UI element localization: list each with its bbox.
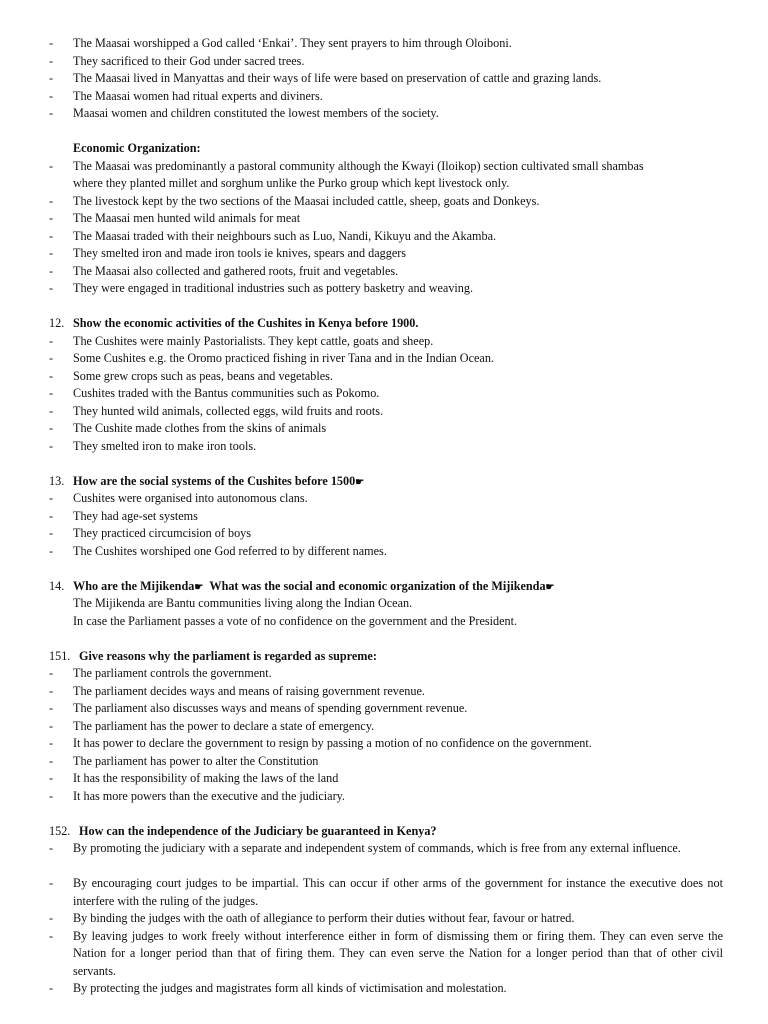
list-item [0, 875, 768, 910]
list-item-text: By leaving judges to work freely without interference either in form of dismissing them or firing them. They can even serve the Nation for a longer period than that of firing them. They can even serve the Nation for a longer period than that of other civil servants. [73, 928, 723, 978]
list-item [0, 665, 768, 683]
list-item [0, 438, 768, 456]
list-item [0, 158, 768, 176]
list-item-text: The Maasai traded with their neighbours such as Luo, Nandi, Kikuyu and the Akamba. [73, 228, 497, 243]
list-item-text: The Maasai worshipped a God called ‘Enkai’. They sent prayers to him through Oloiboni. [73, 36, 512, 50]
bullet-dash: - [49, 438, 54, 453]
question-number: 14. [49, 578, 65, 593]
list-item-text: They hunted wild animals, collected eggs, wild fruits and roots. [73, 403, 384, 418]
bullet-dash: - [49, 753, 54, 768]
list-item-text: The livestock kept by the two sections of the Maasai included cattle, sheep, goats and Donkeys. [73, 193, 540, 208]
bullet-dash: - [49, 911, 54, 925]
list-item [0, 788, 768, 806]
list-item-text: The parliament has the power to declare a state of emergency. [73, 718, 375, 733]
question-151 [0, 648, 768, 666]
pointing-hand-icon: ☛ [194, 581, 204, 593]
answer-text: The Mijikenda are Bantu communities living along the Indian Ocean. [73, 596, 413, 610]
question-number: 151. [49, 648, 71, 663]
list-item-text: It has power to declare the government to resign by passing a motion of no confidence on the government. [73, 736, 592, 750]
list-item [0, 840, 768, 875]
list-item-text: By encouraging court judges to be impartial. This can occur if other arms of the government for instance the executive does not interfere with the ruling of the judges. [73, 876, 723, 908]
question-text: How are the social systems of the Cushites before 1500 [73, 473, 356, 488]
bullet-dash: - [49, 351, 54, 365]
list-item-text: They practiced circumcision of boys [73, 526, 252, 540]
bullet-dash: - [49, 543, 54, 558]
answer-line [0, 595, 768, 613]
bullet-dash: - [49, 666, 54, 680]
list-item [0, 543, 768, 561]
question-text: Show the economic activities of the Cushites in Kenya before 1900. [73, 316, 419, 330]
list-item [0, 88, 768, 106]
list-item [0, 525, 768, 543]
list-item-text: where they planted millet and sorghum unlike the Purko group which kept livestock only. [73, 176, 510, 190]
list-item-text: They were engaged in traditional industries such as pottery basketry and weaving. [73, 281, 474, 295]
question-text-wrapper [73, 473, 364, 492]
list-item-text: By promoting the judiciary with a separate and independent system of commands, which is free from any external influence. [73, 841, 681, 855]
list-item [0, 350, 768, 368]
bullet-dash: - [49, 158, 54, 173]
list-item-text: The Maasai lived in Manyattas and their ways of life were based on preservation of cattle and grazing lands. [73, 71, 602, 85]
question-number: 152. [49, 823, 71, 838]
bullet-dash: - [49, 526, 54, 540]
list-item [0, 35, 768, 53]
question-text: How can the independence of the Judiciary be guaranteed in Kenya? [79, 823, 437, 838]
answer-text: In case the Parliament passes a vote of no confidence on the government and the President. [73, 613, 518, 628]
list-item [0, 105, 768, 123]
list-item-text: By binding the judges with the oath of allegiance to perform their duties without fear, favour or hatred. [73, 911, 575, 925]
bullet-dash: - [49, 53, 54, 68]
list-item [0, 700, 768, 718]
section-heading [0, 140, 768, 158]
list-item-text: Maasai women and children constituted the lowest members of the society. [73, 106, 439, 120]
list-item [0, 53, 768, 71]
list-item-text: The Maasai men hunted wild animals for meat [73, 211, 301, 225]
question-152 [0, 823, 768, 841]
list-item-text: The parliament also discusses ways and means of spending government revenue. [73, 701, 468, 715]
pointing-hand-icon: ☛ [545, 581, 555, 593]
list-item-text: They smelted iron and made iron tools ie knives, spears and daggers [73, 246, 407, 260]
list-item [0, 980, 768, 998]
list-item [0, 70, 768, 88]
question-text-b: What was the social and economic organization of the Mijikenda [209, 578, 546, 593]
question-12 [0, 315, 768, 333]
bullet-dash: - [49, 263, 54, 278]
bullet-dash: - [49, 386, 54, 400]
bullet-dash: - [49, 88, 54, 103]
list-item-text: The Cushites worshiped one God referred to by different names. [73, 543, 387, 558]
list-item-text: Cushites traded with the Bantus communities such as Pokomo. [73, 386, 380, 400]
list-item [0, 280, 768, 298]
question-text: Give reasons why the parliament is regarded as supreme: [79, 648, 377, 663]
bullet-dash: - [49, 771, 54, 785]
list-item-text: The Maasai was predominantly a pastoral community although the Kwayi (Iloikop) section cultivated small shambas [73, 158, 644, 173]
list-item [0, 228, 768, 246]
list-item-text: The Cushites were mainly Pastorialists. They kept cattle, goats and sheep. [73, 333, 434, 348]
list-item [0, 490, 768, 508]
list-item-text: The parliament has power to alter the Constitution [73, 753, 319, 768]
bullet-dash: - [49, 701, 54, 715]
list-item-text: The parliament decides ways and means of raising government revenue. [73, 683, 425, 698]
list-item-text: Some grew crops such as peas, beans and vegetables. [73, 368, 333, 383]
list-item-text: The Maasai also collected and gathered roots, fruit and vegetables. [73, 263, 399, 278]
list-item [0, 753, 768, 771]
list-item-text: It has more powers than the executive and the judiciary. [73, 788, 345, 803]
answer-line [0, 613, 768, 631]
list-item-text: Some Cushites e.g. the Oromo practiced fishing in river Tana and in the Indian Ocean. [73, 351, 494, 365]
list-item-text: The parliament controls the government. [73, 666, 272, 680]
list-item-text: They had age-set systems [73, 508, 198, 523]
list-item-text: The Cushite made clothes from the skins of animals [73, 421, 327, 435]
bullet-dash: - [49, 683, 54, 698]
bullet-dash: - [49, 228, 54, 243]
list-item [0, 718, 768, 736]
bullet-dash: - [49, 788, 54, 803]
list-item-text: It has the responsibility of making the laws of the land [73, 771, 339, 785]
list-item [0, 263, 768, 281]
list-item-text: They smelted iron to make iron tools. [73, 438, 257, 453]
question-13 [0, 473, 768, 491]
list-item-text: They sacrificed to their God under sacred trees. [73, 53, 305, 68]
bullet-dash: - [49, 421, 54, 435]
question-number: 12. [49, 316, 65, 330]
question-text-a: Who are the Mijikenda [73, 578, 195, 593]
bullet-dash: - [49, 718, 54, 733]
bullet-dash: - [49, 281, 54, 295]
list-item [0, 928, 768, 981]
bullet-dash: - [49, 246, 54, 260]
list-item-text: The Maasai women had ritual experts and diviners. [73, 88, 323, 103]
document-page [0, 35, 768, 998]
list-item [0, 193, 768, 211]
bullet-dash: - [49, 928, 54, 943]
question-number: 13. [49, 473, 65, 488]
bullet-dash: - [49, 403, 54, 418]
list-item [0, 420, 768, 438]
list-item [0, 735, 768, 753]
bullet-dash: - [49, 736, 54, 750]
list-item [0, 368, 768, 386]
pointing-hand-icon: ☛ [355, 476, 365, 488]
bullet-dash: - [49, 841, 54, 855]
bullet-dash: - [49, 876, 54, 890]
economic-heading: Economic Organization: [73, 141, 201, 155]
bullet-dash: - [49, 333, 54, 348]
list-item [0, 508, 768, 526]
question-14 [0, 578, 768, 596]
list-item [0, 333, 768, 351]
question-text-wrapper [73, 578, 555, 597]
list-item [0, 210, 768, 228]
list-item [0, 770, 768, 788]
bullet-dash: - [49, 491, 54, 505]
bullet-dash: - [49, 981, 54, 995]
list-item [0, 403, 768, 421]
list-item [0, 683, 768, 701]
list-item [0, 910, 768, 928]
list-item-text: By protecting the judges and magistrates form all kinds of victimisation and molestation. [73, 981, 507, 995]
bullet-dash: - [49, 36, 54, 50]
bullet-dash: - [49, 106, 54, 120]
list-item [0, 245, 768, 263]
bullet-dash: - [49, 193, 54, 208]
list-item-continuation [0, 175, 768, 193]
bullet-dash: - [49, 508, 54, 523]
list-item-text: Cushites were organised into autonomous clans. [73, 491, 308, 505]
bullet-dash: - [49, 211, 54, 225]
bullet-dash: - [49, 71, 54, 85]
bullet-dash: - [49, 368, 54, 383]
list-item [0, 385, 768, 403]
